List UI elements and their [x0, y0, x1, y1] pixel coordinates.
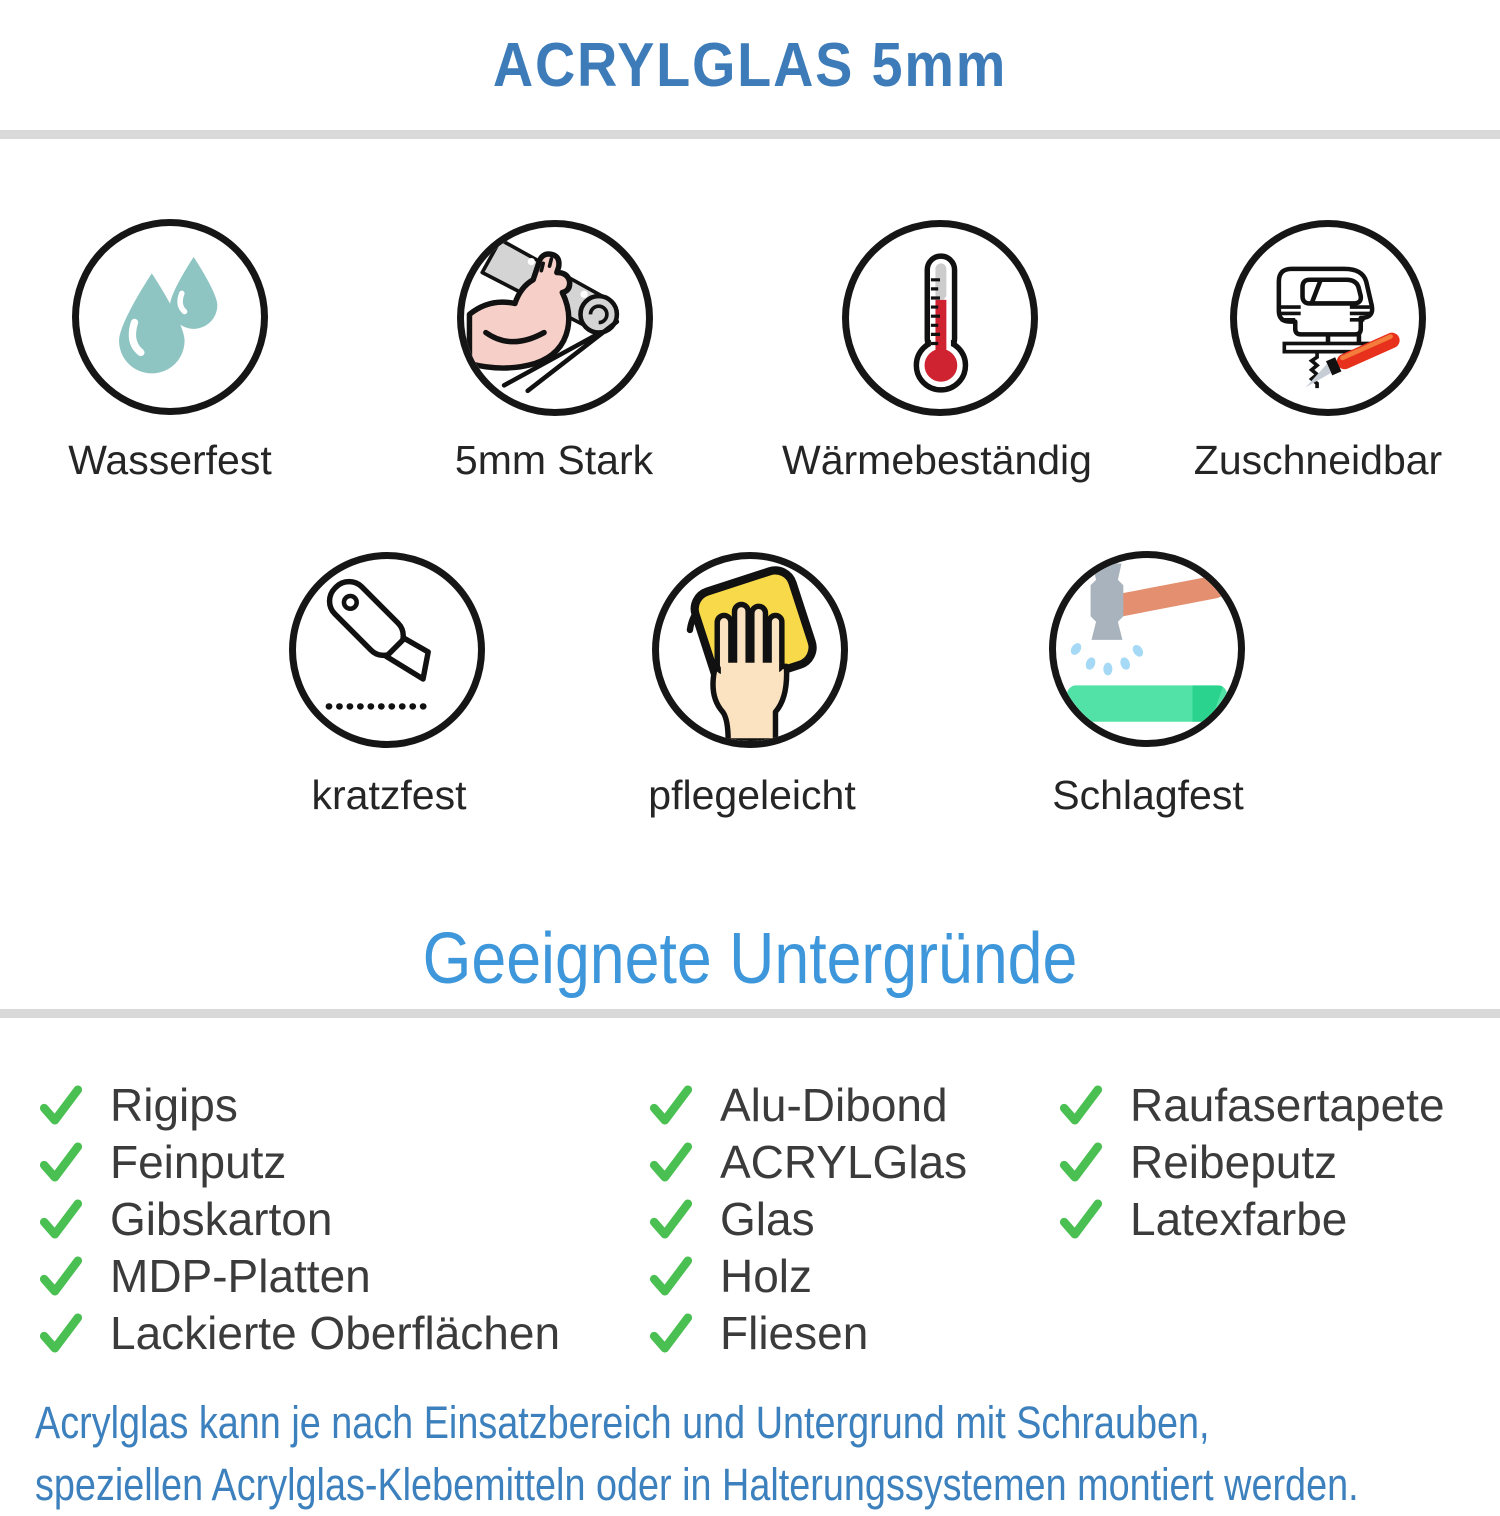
checkmark-icon — [38, 1139, 84, 1185]
substrate-item — [38, 1304, 560, 1361]
substrate-item — [38, 1076, 560, 1133]
substrate-label: Gibskarton — [110, 1192, 333, 1245]
feature-label-kratzfest: kratzfest — [311, 772, 467, 818]
substrates-column-2 — [648, 1076, 967, 1361]
checkmark-icon — [648, 1253, 694, 1299]
checkmark-icon — [38, 1310, 84, 1356]
substrate-label: Raufasertapete — [1130, 1078, 1445, 1131]
jigsaw-icon — [1237, 227, 1419, 409]
water-drops-icon — [79, 226, 261, 408]
substrate-item — [1058, 1133, 1445, 1190]
feature-label-zuschneidbar: Zuschneidbar — [1193, 437, 1443, 483]
mid-divider — [0, 1009, 1500, 1018]
checkmark-icon — [38, 1082, 84, 1128]
checkmark-icon — [1058, 1196, 1104, 1242]
substrate-label: MDP-Platten — [110, 1249, 371, 1302]
checkmark-icon — [1058, 1082, 1104, 1128]
utility-knife-icon — [296, 559, 478, 741]
feature-label-5mm-stark: 5mm Stark — [454, 437, 654, 483]
substrate-label: Reibeputz — [1130, 1135, 1338, 1188]
substrate-label: Lackierte Oberflächen — [110, 1306, 561, 1359]
mounting-note-line-2: speziellen Acrylglas-Klebemitteln oder in Halterungssystemen montiert werden. — [35, 1459, 1359, 1510]
cleaning-hand-icon — [659, 559, 841, 741]
substrate-item — [1058, 1190, 1445, 1247]
feature-label-schlagfest: Schlagfest — [1052, 772, 1244, 818]
feature-5mm-stark — [457, 220, 653, 416]
substrates-column-3 — [1058, 1076, 1445, 1247]
substrate-label: ACRYLGlas — [720, 1135, 968, 1188]
feature-schlagfest — [1049, 551, 1245, 747]
feature-label-pflegeleicht: pflegeleicht — [648, 772, 856, 818]
substrate-label: Glas — [720, 1192, 815, 1245]
page-title: ACRYLGLAS 5mm — [492, 31, 1008, 100]
substrate-label: Holz — [720, 1249, 813, 1302]
feature-pflegeleicht — [652, 552, 848, 748]
substrate-item — [38, 1190, 560, 1247]
thermometer-icon — [849, 227, 1031, 409]
substrate-item — [648, 1247, 967, 1304]
substrates-column-1 — [38, 1076, 560, 1361]
substrate-item — [648, 1190, 967, 1247]
checkmark-icon — [648, 1310, 694, 1356]
substrate-item — [648, 1304, 967, 1361]
hammer-icon — [1056, 558, 1238, 740]
substrate-label: Latexfarbe — [1130, 1192, 1348, 1245]
feature-wasserfest — [72, 219, 268, 415]
substrate-item — [1058, 1076, 1445, 1133]
substrate-item — [38, 1247, 560, 1304]
feature-label-wasserfest: Wasserfest — [68, 437, 272, 483]
feature-zuschneidbar — [1230, 220, 1426, 416]
mounting-note — [35, 1392, 1359, 1516]
substrate-item — [38, 1133, 560, 1190]
muscle-arm-icon — [464, 227, 646, 409]
checkmark-icon — [648, 1196, 694, 1242]
substrate-label: Alu-Dibond — [720, 1078, 948, 1131]
substrate-label: Feinputz — [110, 1135, 287, 1188]
feature-waermebestaendig — [842, 220, 1038, 416]
feature-kratzfest — [289, 552, 485, 748]
checkmark-icon — [38, 1196, 84, 1242]
checkmark-icon — [648, 1082, 694, 1128]
checkmark-icon — [1058, 1139, 1104, 1185]
substrate-item — [648, 1133, 967, 1190]
checkmark-icon — [648, 1139, 694, 1185]
substrate-label: Fliesen — [720, 1306, 869, 1359]
checkmark-icon — [38, 1253, 84, 1299]
mounting-note-line-1: Acrylglas kann je nach Einsatzbereich und Untergrund mit Schrauben, — [35, 1397, 1210, 1448]
substrate-item — [648, 1076, 967, 1133]
substrate-label: Rigips — [110, 1078, 238, 1131]
substrates-heading: Geeignete Untergründe — [422, 919, 1078, 999]
feature-label-waermebestaendig: Wärmebeständig — [782, 437, 1092, 483]
top-divider — [0, 130, 1500, 139]
